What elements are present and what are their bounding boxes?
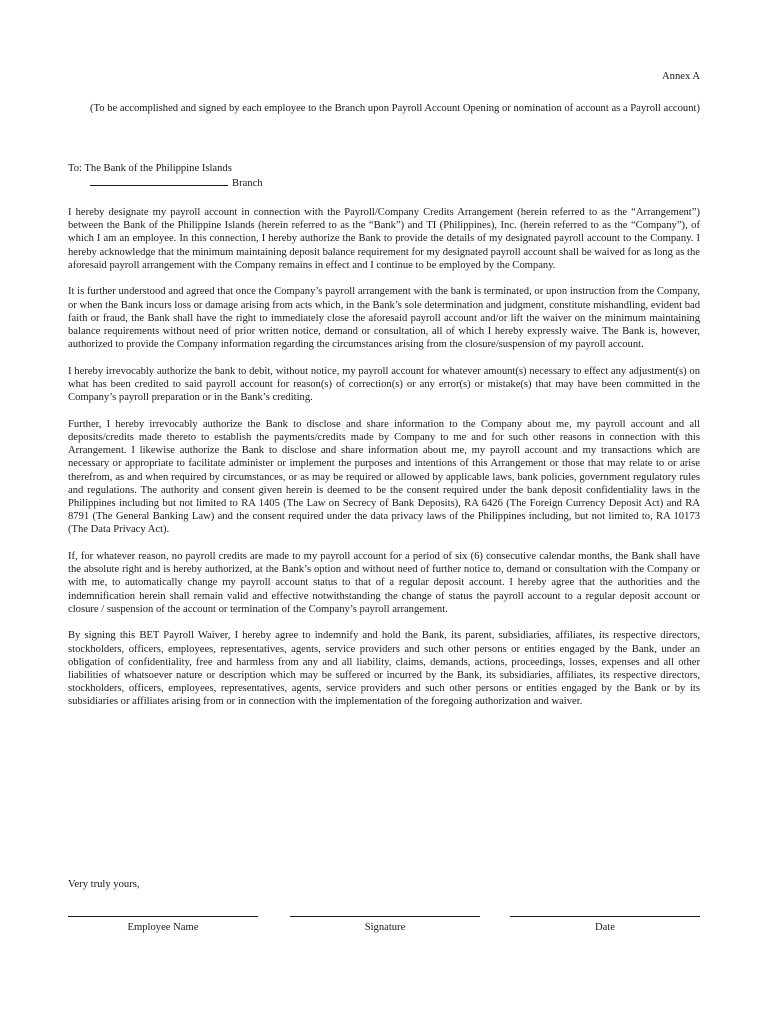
paragraph-termination: It is further understood and agreed that once the Company’s payroll arrangement with the bank is terminated, or upon instruction from the Company, or when the Bank incurs loss or damage arising from acts which, in the Bank’s sole determination and judgment, constitute mishandling, evident bad faith or fraud, the Bank shall have the right to immediately close the aforesaid payroll account and/or lift the waiver on the minimum maintaining balance requirements without need of prior written notice, demand or consultation, all of which I hereby expressly waive. The Bank is, however, authorized to provide the Company information regarding the circumstances arising from the closure/suspension of my payroll account. (68, 286, 700, 351)
employee-name-line[interactable] (68, 916, 258, 934)
closing-text: Very truly yours, (68, 879, 140, 890)
addressee-line: To: The Bank of the Philippine Islands (68, 163, 232, 174)
employee-name-label: Employee Name (127, 922, 199, 933)
paragraph-debit-authorization: I hereby irrevocably authorize the bank to debit, without notice, my payroll account for whatever amount(s) necessary to effect any adjustment(s) on what has been credited to said payroll account for reason(s) of correction(s) or any error(s) or mistake(s) that may have been committed in the Company’s payroll preparation or in the Bank’s crediting. (68, 365, 700, 404)
paragraph-designation: I hereby designate my payroll account in connection with the Payroll/Company Credits Arrangement (herein referred to as the “Arrangement”) between the Bank of the Philippine Islands (herein referred to as the “Bank”) and TI (Philippines), Inc. (herein referred to as the “Company”), of which I am an employee. In this connection, I hereby authorize the Bank to provide the details of my designated payroll account to the Company. I hereby acknowledge that the minimum maintaining deposit balance requirement for my designated payroll account shall be waived for as long as the aforesaid payroll arrangement with the Company remains in effect and I continue to be employed by the Company. (68, 207, 700, 271)
instruction-text: (To be accomplished and signed by each employee to the Branch upon Payroll Account Opening or nomination of account as a Payroll account) (90, 103, 700, 114)
paragraph-disclosure: Further, I hereby irrevocably authorize the Bank to disclose and share information to the Company about me, my payroll account and all deposits/credits made thereto to establish the payments/credits made by Company to me and for such other reasons in connection with this Arrangement. I likewise authorize the Bank to disclose and share information about me, my payroll account and my transactions which are necessary or appropriate to facilitate administer or implement the purposes and intentions of this Arrangement or those that may relate to or arise therefrom, as and when required by circumstances, or as may be required or allowed by applicable laws, bank policies, government regulatory rules and regulations. The authority and consent given herein is deemed to be the consent required under the bank deposit confidentiality laws in the Philippines including but not limited to RA 1405 (The Law on Secrecy of Bank Deposits), RA 6426 (The Foreign Currency Deposit Act) and RA 8791 (The General Banking Law) and the consent required under the data privacy laws of the Philippines including, but not limited to, RA 10173 (The Data Privacy Act). (68, 418, 700, 536)
body-text (68, 206, 700, 722)
signature-label: Signature (364, 922, 406, 933)
date-label: Date (595, 922, 615, 933)
signature-row (68, 916, 700, 940)
branch-blank-field[interactable] (90, 175, 228, 186)
branch-label: Branch (232, 178, 263, 190)
addressee-block (68, 162, 700, 190)
date-line[interactable] (510, 916, 700, 934)
annex-label: Annex A (662, 71, 700, 82)
paragraph-status-change: If, for whatever reason, no payroll credits are made to my payroll account for a period of six (6) consecutive calendar months, the Bank shall have the absolute right and is hereby authorized, at the Bank’s option and without need of further notice to, demand or consultation with the Company or with me, to automatically change my payroll account status to that of a regular deposit account. I hereby agree that the authorities and the indemnification herein shall remain valid and effective notwithstanding the change of status the payroll account to a regular deposit account or closure / suspension of the account or termination of the Company’s payroll arrangement. (68, 551, 700, 615)
paragraph-indemnity: By signing this BET Payroll Waiver, I hereby agree to indemnify and hold the Bank, its parent, subsidiaries, affiliates, its respective directors, stockholders, officers, employees, representatives, agents, service providers and such other persons or entities engaged by the Bank, under an obligation of confidentiality, free and harmless from any and all liability, claims, demands, actions, proceedings, losses, expenses and all other liabilities of whatsoever nature or description which may be suffered or incurred by the Bank, its subsidiaries, affiliates, its respective directors, stockholders, officers, employees, representatives, agents, service providers and such other persons or entities engaged by the Bank or by its subsidiaries or affiliates arising from or in connection with the implementation of the foregoing authorization and waiver. (68, 630, 700, 708)
signature-line[interactable] (290, 916, 480, 934)
branch-line (68, 175, 700, 190)
